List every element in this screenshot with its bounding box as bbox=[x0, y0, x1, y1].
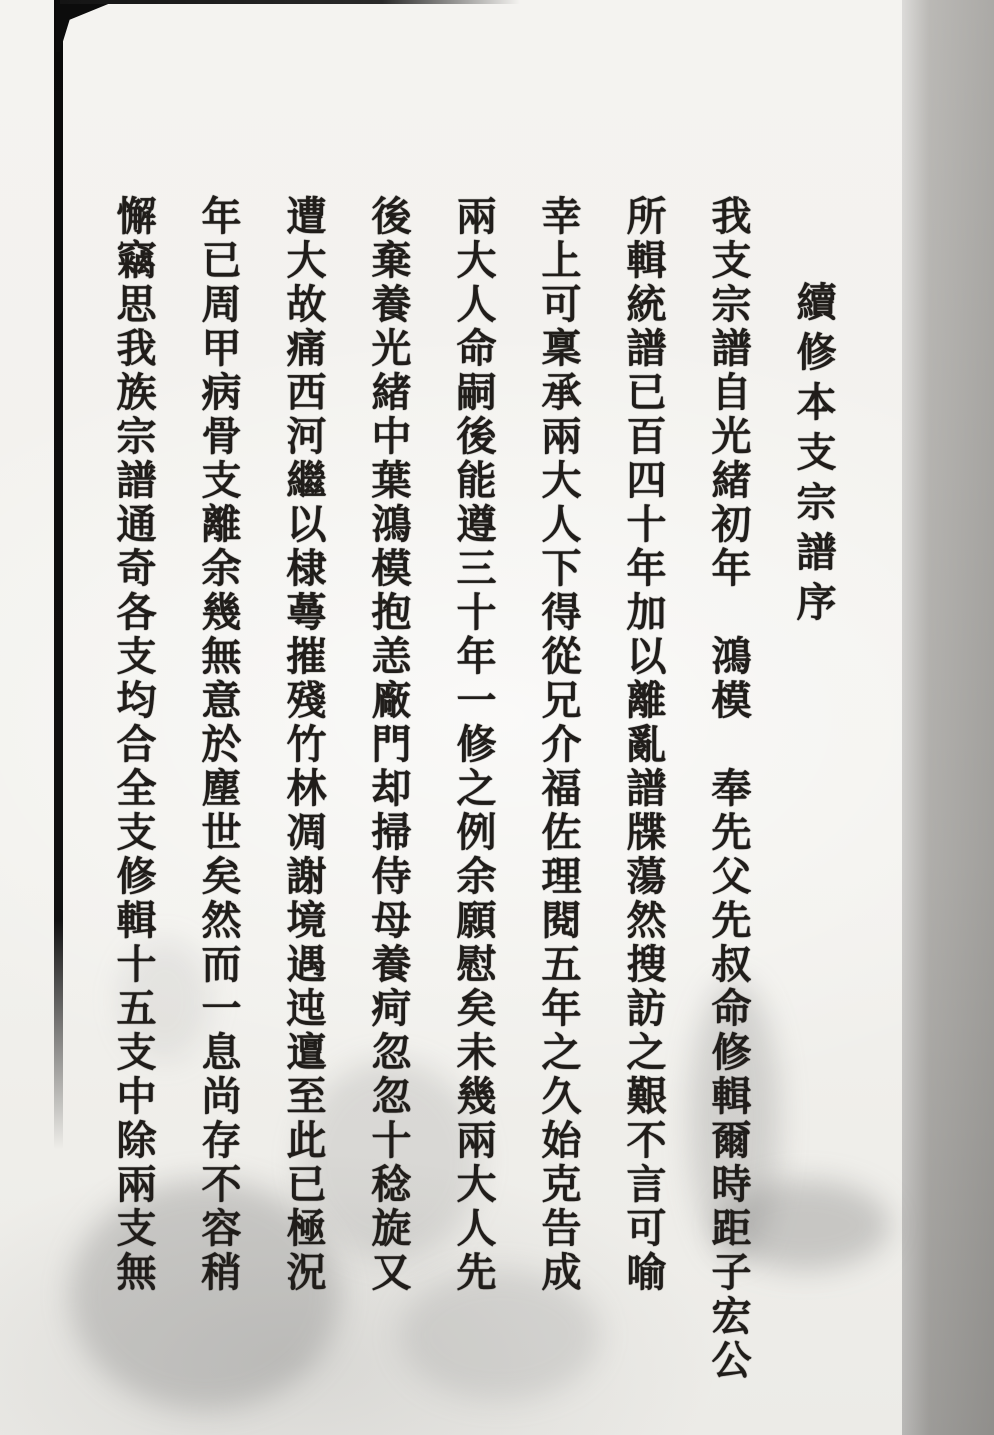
text-column-6: 遭大故痛西河繼以棣蕚摧殘竹林凋謝境遇迍邅至此已極況 bbox=[280, 195, 327, 1295]
text-column-8: 懈竊思我族宗譜通奇各支均合全支修輯十五支中除兩支無 bbox=[110, 195, 157, 1295]
section-title: 續修本支宗譜序 bbox=[790, 281, 837, 631]
scan-edge-right bbox=[902, 0, 994, 1435]
text-column-2: 所輯統譜已百四十年加以離亂譜牒蕩然搜訪之艱不言可喻 bbox=[620, 195, 667, 1295]
text-column-4: 兩大人命嗣後能遵三十年一修之例余願慰矣未幾兩大人先 bbox=[450, 195, 497, 1295]
text-column-5: 後棄養光緒中葉鴻模抱恙廠門却掃侍母養疴忽忽十稔旋又 bbox=[365, 195, 412, 1295]
scan-corner-tear bbox=[56, 0, 118, 52]
scan-edge-top bbox=[60, 0, 520, 4]
text-block bbox=[91, 195, 856, 1383]
text-column-7: 年已周甲病骨支離余幾無意於塵世矣然而一息尚存不容稍 bbox=[195, 195, 242, 1295]
scan-edge-left bbox=[54, 0, 63, 1150]
text-column-3: 幸上可稟承兩大人下得從兄介福佐理閱五年之久始克告成 bbox=[535, 195, 582, 1295]
text-column-1: 我支宗譜自光緒初年 鴻模 奉先父先叔命修輯爾時距子宏公 bbox=[705, 195, 752, 1383]
